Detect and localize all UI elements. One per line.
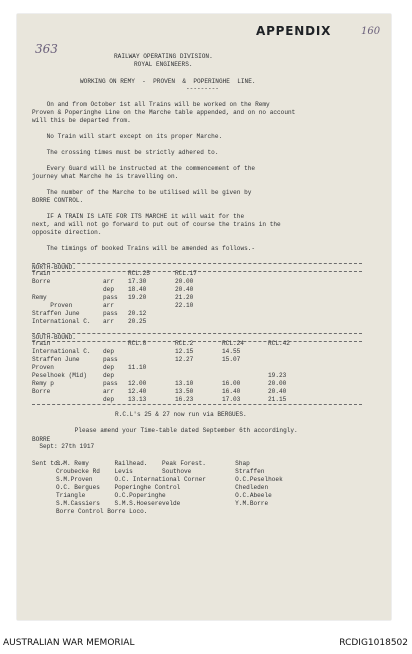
arr-dep-label: arr [103,388,114,395]
station-name: International C. [32,348,91,355]
recipient-line: Triangle O.C.Poperinghe O.C.Abeele [56,492,272,499]
bergues-note: R.C.L's 25 & 27 now run via BERGUES. [115,411,247,418]
recipient-line: S.M.Proven O.C. International Corner O.C.Peselhoek [56,476,283,483]
title-underline: --------- [186,85,219,92]
footer-record-id: RCDIG1018502 [339,638,408,648]
northbound-heading: NORTH-BOUND. [32,264,76,271]
arr-dep-label: pass [103,380,118,387]
time-cell: 11.10 [128,364,147,371]
column-header: Train [32,340,51,347]
body-line: next, and will not go forward to put out of course the trains in the [32,221,281,228]
body-line: The timings of booked Trains will be amended as follows.- [32,245,256,252]
station-name: Borre [32,278,51,285]
time-cell: 20.40 [268,388,287,395]
issue-date: Sept: 27th 1917 [32,443,95,450]
recipient-line: O.C. Bergues Poperinghe Control Chedleden [56,484,269,491]
column-header: RCL.42 [268,340,290,347]
body-line: The crossing times must be strictly adhered to. [32,149,219,156]
time-cell: 14.55 [222,348,241,355]
appendix-stamp: APPENDIX [256,24,332,38]
time-cell: 13.50 [175,388,194,395]
station-name: Proven [32,364,54,371]
corps-heading: ROYAL ENGINEERS. [134,61,193,68]
arr-dep-label: dep [103,364,114,371]
body-line: BORRE CONTROL. [32,197,84,204]
column-header: RCL.2 [175,340,194,347]
time-cell: 16.23 [175,396,194,403]
table-rule-top [32,263,362,264]
recipient-line: S.M.Cassiers S.M.S.Hoeserevelde Y.M.Borre [56,500,269,507]
place-signature: BORRE [32,436,51,443]
station-name: Straffen June [32,310,80,317]
body-line: The number of the Marche to be utilised will be given by [32,189,252,196]
time-cell: 19.23 [268,372,287,379]
body-line: opposite direction. [32,229,102,236]
arr-dep-label: dep [103,286,114,293]
recipient-line: Croubecke Rd Levis Southove Straffen [56,468,265,475]
arr-dep-label: dep [103,372,114,379]
station-name: Straffen June [32,356,80,363]
handwritten-folio-right: 160 [361,26,381,37]
table-rule-north [32,271,362,272]
time-cell: 12.40 [128,388,147,395]
time-cell: 15.07 [222,356,241,363]
recipient-line: S.M. Remy Railhead. Peak Forest. Shap [56,460,250,467]
arr-dep-label: dep [103,396,114,403]
arr-dep-label: pass [103,310,118,317]
time-cell: 20.00 [175,278,194,285]
arr-dep-label: arr [103,302,114,309]
time-cell: 20.25 [128,318,147,325]
time-cell: 20.12 [128,310,147,317]
time-cell: 16.40 [222,388,241,395]
station-name: Remy p [32,380,54,387]
time-cell: 13.13 [128,396,147,403]
time-cell: 17.03 [222,396,241,403]
time-cell: 19.20 [128,294,147,301]
column-header: RCL.8 [128,340,147,347]
arr-dep-label: pass [103,294,118,301]
time-cell: 20.00 [268,380,287,387]
station-name: Peselhoek (Mid) [32,372,87,379]
time-cell: 22.10 [175,302,194,309]
time-cell: 21.20 [175,294,194,301]
body-line: IF A TRAIN IS LATE FOR ITS MARCHE it will wait for the [32,213,245,220]
column-header: RCL.24 [222,340,244,347]
amend-instruction: Please amend your Time-table dated September 6th accordingly. [60,427,298,434]
footer-institution: AUSTRALIAN WAR MEMORIAL [3,638,135,648]
recipient-line: Borre Control Borre Loco. [56,508,148,515]
column-header: RCL.25 [128,270,150,277]
table-rule-bottom [32,404,362,405]
station-name: Remy [32,294,47,301]
distribution-label: Sent to:- [32,460,65,467]
table-rule-south [32,341,362,342]
body-line: will this be departed from. [32,117,131,124]
column-header: Train [32,270,51,277]
table-rule-mid [32,333,362,334]
arr-dep-label: arr [103,318,114,325]
time-cell: 16.00 [222,380,241,387]
station-name: International C. [32,318,91,325]
arr-dep-label: arr [103,278,114,285]
time-cell: 12.15 [175,348,194,355]
time-cell: 17.30 [128,278,147,285]
time-cell: 12.27 [175,356,194,363]
arr-dep-label: pass [103,356,118,363]
document-title: WORKING ON REMY - PROVEN & POPERINGHE LINE. [80,78,256,85]
column-header: RCL.17 [175,270,197,277]
body-line: Every Guard will be instructed at the commencement of the [32,165,256,172]
time-cell: 13.10 [175,380,194,387]
handwritten-folio-left: 363 [35,42,58,56]
time-cell: 12.00 [128,380,147,387]
body-line: No Train will start except on its proper Marche. [32,133,223,140]
body-line: journey what Marche he is travelling on. [32,173,179,180]
station-name: Borre [32,388,51,395]
time-cell: 20.40 [175,286,194,293]
division-heading: RAILWAY OPERATING DIVISION. [114,53,213,60]
time-cell: 21.15 [268,396,287,403]
time-cell: 18.40 [128,286,147,293]
body-line: Proven & Poperinghe Line on the Marche table appended, and on no account [32,109,296,116]
southbound-heading: SOUTH-BOUND. [32,334,76,341]
station-name: Proven [32,302,73,309]
body-line: On and from October 1st all Trains will be worked on the Remy [32,101,270,108]
arr-dep-label: dep [103,348,114,355]
